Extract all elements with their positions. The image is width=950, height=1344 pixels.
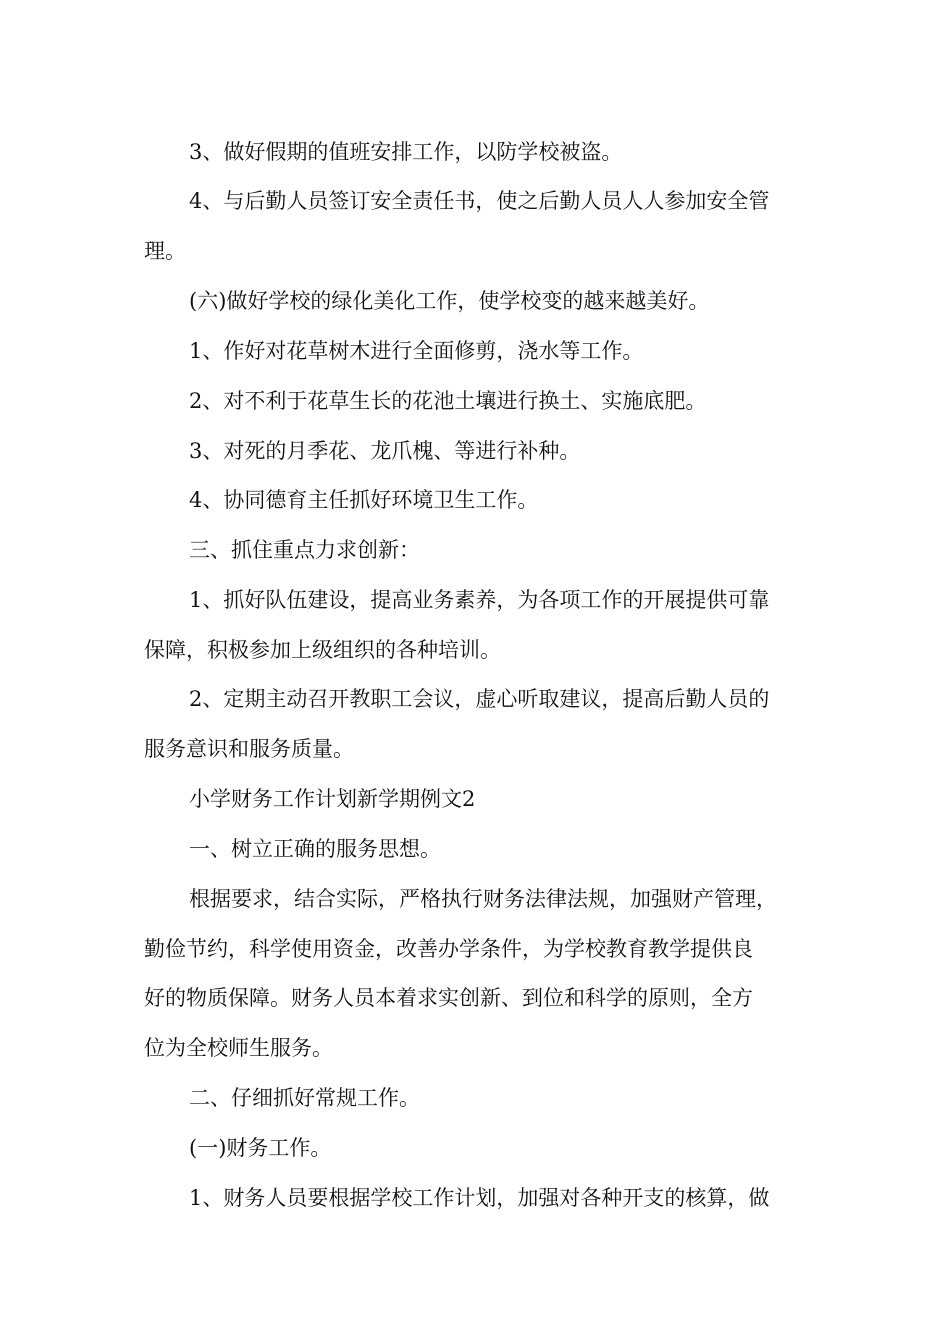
paragraph-line: 保障，积极参加上级组织的各种培训。 [144, 638, 501, 662]
paragraph-line: 根据要求，结合实际，严格执行财务法律法规，加强财产管理， [189, 887, 777, 911]
document-title: 小学财务工作计划新学期例文2 [189, 787, 476, 811]
subsection-heading: (一)财务工作。 [189, 1136, 332, 1160]
paragraph-line: 服务意识和服务质量。 [144, 737, 354, 761]
paragraph-line: 4、协同德育主任抓好环境卫生工作。 [189, 488, 539, 512]
paragraph-line: 2、定期主动召开教职工会议，虚心听取建议，提高后勤人员的 [189, 687, 770, 711]
paragraph-line: 1、作好对花草树木进行全面修剪，浇水等工作。 [189, 339, 644, 363]
paragraph-line: 位为全校师生服务。 [144, 1036, 333, 1060]
paragraph-line: 1、抓好队伍建设，提高业务素养，为各项工作的开展提供可靠 [189, 588, 770, 612]
section-heading: (六)做好学校的绿化美化工作，使学校变的越来越美好。 [189, 289, 710, 313]
section-heading: 二、仔细抓好常规工作。 [189, 1086, 420, 1110]
paragraph-line: 2、对不利于花草生长的花池土壤进行换土、实施底肥。 [189, 389, 707, 413]
section-heading: 一、树立正确的服务思想。 [189, 837, 441, 861]
paragraph-line: 勤俭节约，科学使用资金，改善办学条件，为学校教育教学提供良 [144, 937, 753, 961]
paragraph-line: 3、对死的月季花、龙爪槐、等进行补种。 [189, 439, 581, 463]
section-heading: 三、抓住重点力求创新： [189, 538, 420, 562]
paragraph-line: 理。 [144, 239, 186, 263]
paragraph-line: 好的物质保障。财务人员本着求实创新、到位和科学的原则，全方 [144, 986, 753, 1010]
paragraph-line: 1、财务人员要根据学校工作计划，加强对各种开支的核算，做 [189, 1186, 770, 1210]
paragraph-line: 3、做好假期的值班安排工作，以防学校被盗。 [189, 140, 623, 164]
paragraph-line: 4、与后勤人员签订安全责任书，使之后勤人员人人参加安全管 [189, 189, 770, 213]
